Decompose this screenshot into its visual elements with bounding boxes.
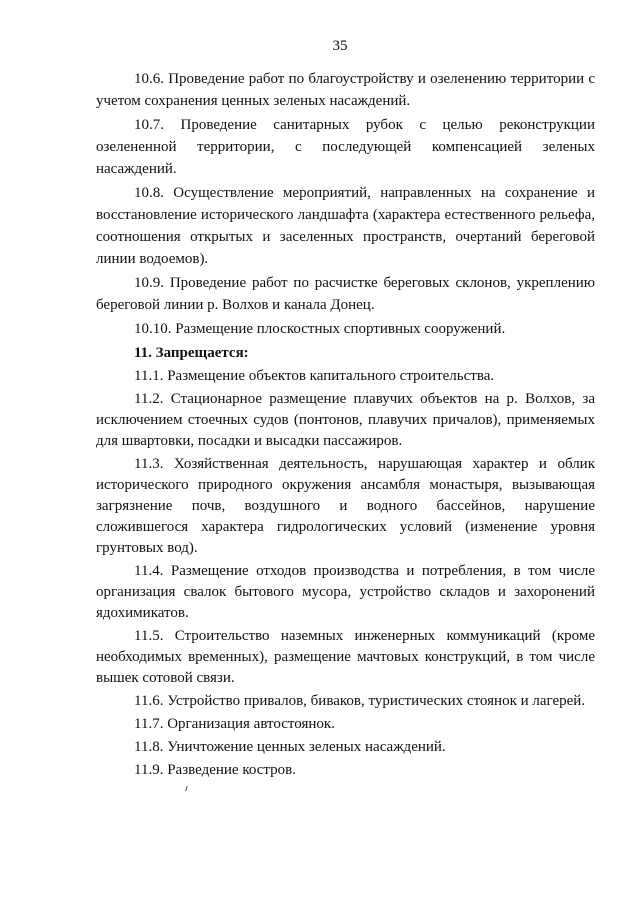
paragraph-10-6: 10.6. Проведение работ по благоустройству и озеленению территории с учетом сохранения ценных зеленых насаждений. (96, 71, 595, 109)
page-number: 35 (332, 38, 348, 54)
paragraph-11-7: 11.7. Организация автостоянок. (134, 716, 335, 732)
paragraph-11-2: 11.2. Стационарное размещение плавучих объектов на р. Волхов, за исключением стоечных судов (понтонов, плавучих причалов), применяемых для швартовки, посадки и высадки пассажиров. (96, 391, 595, 449)
paragraph-11-6: 11.6. Устройство привалов, биваков, туристических стоянок и лагерей. (134, 693, 586, 709)
paragraph-11-3: 11.3. Хозяйственная деятельность, нарушающая характер и облик исторического природного окружения ансамбля монастыря, вызывающая загрязнение почв, воздушного и водного бассейнов, нарушение сложившегося характера гидрологических условий (изменение уровня грунтовых вод). (96, 456, 595, 556)
paragraph-11-5: 11.5. Строительство наземных инженерных коммуникаций (кроме необходимых временных), размещение мачтовых конструкций, в том числе вышек сотовой связи. (96, 628, 595, 686)
document-body (96, 68, 595, 783)
section-11-heading: 11. Запрещается: (134, 345, 249, 361)
paragraph-11-4: 11.4. Размещение отходов производства и потребления, в том числе организация свалок бытового мусора, устройство складов и захоронений ядохимикатов. (96, 563, 595, 621)
paragraph-10-9: 10.9. Проведение работ по расчистке береговых склонов, укреплению береговой линии р. Волхов и канала Донец. (96, 275, 595, 313)
scan-mark (185, 786, 187, 791)
paragraph-11-9: 11.9. Разведение костров. (134, 762, 296, 778)
paragraph-11-1: 11.1. Размещение объектов капитального строительства. (134, 368, 495, 384)
paragraph-10-7: 10.7. Проведение санитарных рубок с целью реконструкции озелененной территории, с последующей компенсацией зеленых насаждений. (96, 117, 595, 177)
paragraph-10-8: 10.8. Осуществление мероприятий, направленных на сохранение и восстановление исторического ландшафта (характера естественного рельефа, соотношения открытых и заселенных пространств, очертаний береговой линии водоемов). (96, 185, 595, 267)
paragraph-10-10: 10.10. Размещение плоскостных спортивных сооружений. (134, 321, 506, 337)
paragraph-11-8: 11.8. Уничтожение ценных зеленых насаждений. (134, 739, 446, 755)
